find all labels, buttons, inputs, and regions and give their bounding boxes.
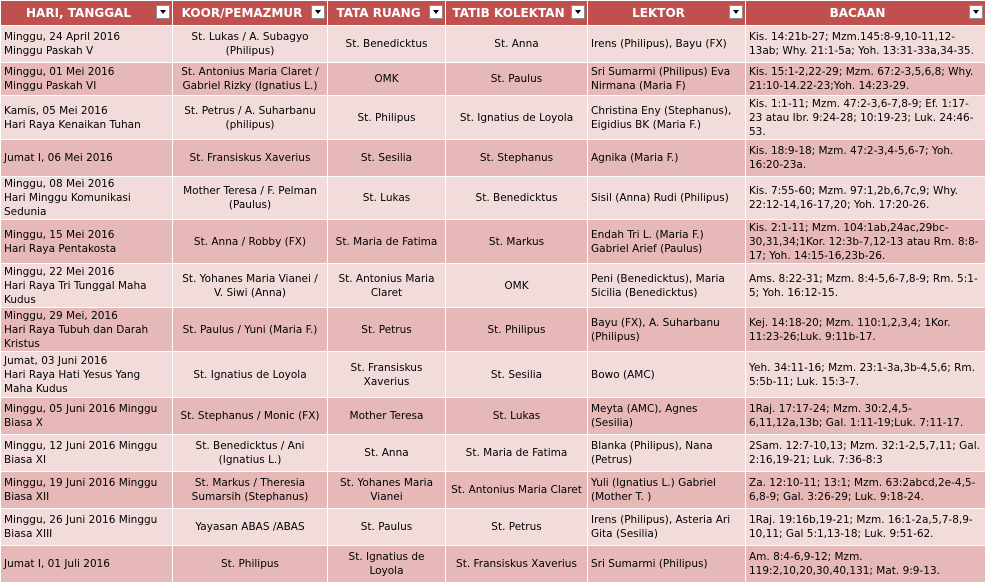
cell-bacaan[interactable] bbox=[746, 264, 985, 308]
cell-line: St. Antonius Maria bbox=[338, 272, 435, 285]
cell-koor-pemazmur[interactable] bbox=[173, 509, 328, 546]
cell-tatib-kolektan[interactable] bbox=[446, 509, 588, 546]
cell-line: Irens (Philipus), Bayu (FX) bbox=[591, 38, 727, 50]
cell-koor-pemazmur[interactable] bbox=[173, 546, 328, 583]
table-row bbox=[1, 472, 985, 509]
cell-bacaan[interactable] bbox=[746, 352, 985, 398]
cell-line: Gabriel Rizky (Ignatius L.) bbox=[182, 80, 318, 92]
cell-line: Yeh. 34:11-16; Mzm. 23:1-3a,3b-4,5,6; Rm. bbox=[749, 361, 975, 374]
cell-line: (Philipus) bbox=[225, 45, 275, 57]
cell-hari-tanggal[interactable] bbox=[1, 308, 173, 352]
filter-dropdown-hari-tanggal[interactable] bbox=[156, 5, 170, 19]
table-row bbox=[1, 352, 985, 398]
cell-line: St. Yohanes Maria Vianei / bbox=[182, 272, 318, 285]
cell-line: Kudus bbox=[4, 293, 36, 306]
header-label: KOOR/PEMAZMUR bbox=[181, 6, 303, 20]
cell-line: 16:20-23a. bbox=[749, 159, 807, 171]
cell-line: 5; Yoh. 16:12-15. bbox=[749, 286, 839, 299]
cell-tata-ruang[interactable] bbox=[328, 435, 446, 472]
cell-lektor[interactable] bbox=[588, 264, 746, 308]
filter-dropdown-tata-ruang[interactable] bbox=[429, 5, 443, 19]
header-label: TATA RUANG bbox=[336, 6, 421, 20]
cell-bacaan[interactable] bbox=[746, 435, 985, 472]
cell-koor-pemazmur[interactable] bbox=[173, 352, 328, 398]
cell-line: 10,11; Gal 5:1,13-18; Luk. 9:51-62. bbox=[749, 528, 934, 540]
cell-tata-ruang[interactable] bbox=[328, 140, 446, 177]
cell-lektor[interactable] bbox=[588, 63, 746, 96]
cell-tata-ruang[interactable] bbox=[328, 264, 446, 308]
cell-bacaan[interactable] bbox=[746, 472, 985, 509]
cell-koor-pemazmur[interactable] bbox=[173, 63, 328, 96]
cell-line: Biasa XIII bbox=[4, 528, 53, 540]
cell-line: St. Petrus bbox=[361, 323, 412, 336]
cell-line: St. Philipus bbox=[221, 558, 279, 570]
cell-line: St. Lukas bbox=[492, 410, 541, 422]
cell-line: 5:5b-11; Luk. 15:3-7. bbox=[749, 375, 860, 388]
cell-tatib-kolektan[interactable] bbox=[446, 177, 588, 220]
cell-lektor[interactable] bbox=[588, 352, 746, 398]
cell-tata-ruang[interactable] bbox=[328, 352, 446, 398]
cell-line: Gabriel Arief (Paulus) bbox=[591, 242, 703, 255]
cell-line: Peni (Benedicktus), Maria bbox=[591, 272, 725, 285]
header-hari-tanggal bbox=[1, 1, 173, 26]
cell-line: St. Fransiskus Xaverius bbox=[189, 152, 311, 164]
cell-line: Xaverius bbox=[363, 375, 410, 388]
cell-line: St. Petrus / A. Suharbanu bbox=[184, 104, 316, 117]
cell-line: Yayasan ABAS /ABAS bbox=[195, 521, 305, 533]
cell-bacaan[interactable] bbox=[746, 546, 985, 583]
cell-line: Maha Kudus bbox=[4, 382, 68, 395]
cell-koor-pemazmur[interactable] bbox=[173, 26, 328, 63]
cell-koor-pemazmur[interactable] bbox=[173, 96, 328, 140]
cell-line: Kis. 2:1-11; Mzm. 104:1ab,24ac,29bc- bbox=[749, 221, 949, 234]
cell-line: Bowo (AMC) bbox=[591, 368, 655, 381]
table-row bbox=[1, 308, 985, 352]
cell-tata-ruang[interactable] bbox=[328, 220, 446, 264]
cell-line: (Sesilia) bbox=[591, 417, 633, 429]
cell-bacaan[interactable] bbox=[746, 308, 985, 352]
filter-dropdown-lektor[interactable] bbox=[729, 5, 743, 19]
cell-bacaan[interactable] bbox=[746, 220, 985, 264]
filter-dropdown-koor-pemazmur[interactable] bbox=[311, 5, 325, 19]
cell-bacaan[interactable] bbox=[746, 63, 985, 96]
cell-line: Minggu, 22 Mei 2016 bbox=[4, 265, 115, 278]
cell-line: St. Benedicktus bbox=[475, 192, 558, 204]
table-row bbox=[1, 546, 985, 583]
cell-line: 30,31,34;1Kor. 12:3b-7,12-13 atau Rm. 8:8- bbox=[749, 235, 979, 248]
table-row bbox=[1, 63, 985, 96]
cell-tata-ruang[interactable] bbox=[328, 509, 446, 546]
cell-lektor[interactable] bbox=[588, 220, 746, 264]
cell-tatib-kolektan[interactable] bbox=[446, 435, 588, 472]
cell-line: Kristus bbox=[4, 337, 40, 350]
cell-tatib-kolektan[interactable] bbox=[446, 472, 588, 509]
cell-line: Jumat I, 01 Juli 2016 bbox=[4, 558, 110, 570]
cell-koor-pemazmur[interactable] bbox=[173, 472, 328, 509]
cell-line: Minggu, 12 Juni 2016 Minggu bbox=[4, 440, 158, 452]
header-tatib-kolektan bbox=[446, 1, 588, 26]
cell-line: (Mother T. ) bbox=[591, 491, 652, 503]
cell-line: OMK bbox=[374, 73, 399, 85]
cell-line: Hari Raya Tri Tunggal Maha bbox=[4, 279, 147, 292]
cell-line: V. Siwi (Anna) bbox=[213, 286, 287, 299]
cell-line: St. Stephanus bbox=[479, 152, 554, 164]
cell-tata-ruang[interactable] bbox=[328, 472, 446, 509]
cell-line: Biasa X bbox=[4, 417, 43, 429]
cell-line: Minggu, 01 Mei 2016 bbox=[4, 66, 115, 78]
cell-line: St. Paulus / Yuni (Maria F.) bbox=[182, 323, 318, 336]
table-row bbox=[1, 26, 985, 63]
cell-hari-tanggal[interactable] bbox=[1, 509, 173, 546]
table-row bbox=[1, 220, 985, 264]
cell-tata-ruang[interactable] bbox=[328, 546, 446, 583]
cell-bacaan[interactable] bbox=[746, 398, 985, 435]
table-row bbox=[1, 177, 985, 220]
cell-line: (philipus) bbox=[225, 118, 275, 131]
cell-line: St. Paulus bbox=[490, 73, 543, 85]
cell-line: Sri Sumarmi (Philipus) bbox=[591, 558, 708, 570]
cell-tatib-kolektan[interactable] bbox=[446, 352, 588, 398]
cell-koor-pemazmur[interactable] bbox=[173, 220, 328, 264]
cell-line: Gita (Sesilia) bbox=[591, 528, 658, 540]
cell-line: 53. bbox=[749, 125, 766, 138]
cell-line: OMK bbox=[504, 279, 529, 292]
cell-line: Claret bbox=[370, 286, 403, 299]
cell-line: Sedunia bbox=[4, 206, 47, 218]
cell-lektor[interactable] bbox=[588, 509, 746, 546]
header-koor-pemazmur bbox=[173, 1, 328, 26]
cell-line: Vianei bbox=[370, 491, 403, 503]
header-label: TATIB KOLEKTAN bbox=[452, 6, 565, 20]
filter-dropdown-bacaan[interactable] bbox=[969, 5, 983, 19]
cell-line: Irens (Philipus), Asteria Ari bbox=[591, 514, 731, 526]
cell-tatib-kolektan[interactable] bbox=[446, 26, 588, 63]
cell-hari-tanggal[interactable] bbox=[1, 26, 173, 63]
cell-koor-pemazmur[interactable] bbox=[173, 435, 328, 472]
cell-line: St. Anna bbox=[494, 38, 539, 50]
header-bacaan bbox=[746, 1, 985, 26]
cell-line: 1Raj. 19:16b,19-21; Mzm. 16:1-2a,5,7-8,9- bbox=[749, 514, 973, 526]
cell-hari-tanggal[interactable] bbox=[1, 264, 173, 308]
cell-hari-tanggal[interactable] bbox=[1, 220, 173, 264]
cell-line: Kis. 14:21b-27; Mzm.145:8-9,10-11,12- bbox=[749, 31, 956, 43]
cell-line: Hari Minggu Komunikasi bbox=[4, 192, 131, 204]
cell-line: Hari Raya Hati Yesus Yang bbox=[4, 368, 141, 381]
filter-dropdown-tatib-kolektan[interactable] bbox=[571, 5, 585, 19]
cell-line: Za. 12:10-11; 13:1; Mzm. 63:2abcd,2e-4,5- bbox=[749, 477, 976, 489]
cell-line: Hari Raya Pentakosta bbox=[4, 242, 117, 255]
cell-hari-tanggal[interactable] bbox=[1, 546, 173, 583]
cell-tatib-kolektan[interactable] bbox=[446, 140, 588, 177]
cell-line: Sumarsih (Stephanus) bbox=[191, 491, 309, 503]
cell-tata-ruang[interactable] bbox=[328, 26, 446, 63]
cell-bacaan[interactable] bbox=[746, 509, 985, 546]
cell-line: 17; Yoh. 14:15-16,23b-26. bbox=[749, 249, 886, 262]
cell-line: St. Benedicktus / Ani bbox=[195, 440, 305, 452]
cell-line: St. Ignatius de Loyola bbox=[348, 551, 425, 577]
cell-line: Minggu, 26 Juni 2016 Minggu bbox=[4, 514, 158, 526]
cell-lektor[interactable] bbox=[588, 308, 746, 352]
header-tata-ruang bbox=[328, 1, 446, 26]
cell-line: Mother Teresa / F. Pelman bbox=[183, 185, 317, 197]
cell-line: St. Lukas bbox=[362, 192, 411, 204]
header-label: LEKTOR bbox=[632, 6, 685, 20]
cell-line: St. Stephanus / Monic (FX) bbox=[180, 410, 320, 422]
cell-koor-pemazmur[interactable] bbox=[173, 398, 328, 435]
cell-line: Sri Sumarmi (Philipus) Eva bbox=[591, 66, 731, 78]
cell-koor-pemazmur[interactable] bbox=[173, 140, 328, 177]
cell-line: Nirmana (Maria F) bbox=[591, 80, 686, 92]
cell-tata-ruang[interactable] bbox=[328, 177, 446, 220]
cell-tatib-kolektan[interactable] bbox=[446, 264, 588, 308]
header-row bbox=[1, 1, 985, 26]
cell-koor-pemazmur[interactable] bbox=[173, 264, 328, 308]
cell-line: Yuli (Ignatius L.) Gabriel bbox=[591, 477, 716, 489]
cell-line: (Ignatius L.) bbox=[218, 454, 282, 466]
cell-bacaan[interactable] bbox=[746, 96, 985, 140]
cell-line: St. Paulus bbox=[360, 521, 413, 533]
cell-line: St. Markus bbox=[488, 235, 545, 248]
cell-line: St. Anna / Robby (FX) bbox=[193, 235, 307, 248]
cell-tata-ruang[interactable] bbox=[328, 398, 446, 435]
cell-line: Kis. 18:9-18; Mzm. 47:2-3,4-5,6-7; Yoh. bbox=[749, 145, 954, 157]
cell-line: Eigidius BK (Maria F.) bbox=[591, 118, 701, 131]
cell-line: St. Markus / Theresia bbox=[194, 477, 306, 489]
header-label: HARI, TANGGAL bbox=[26, 6, 131, 20]
cell-line: St. Anna bbox=[364, 447, 409, 459]
header-lektor bbox=[588, 1, 746, 26]
cell-lektor[interactable] bbox=[588, 177, 746, 220]
cell-tatib-kolektan[interactable] bbox=[446, 308, 588, 352]
cell-line: St. Antonius Maria Claret / bbox=[181, 66, 319, 78]
cell-line: Minggu, 15 Mei 2016 bbox=[4, 228, 115, 241]
cell-line: Kej. 14:18-20; Mzm. 110:1,2,3,4; 1Kor. bbox=[749, 316, 951, 329]
cell-line: 1Raj. 17:17-24; Mzm. 30:2,4,5- bbox=[749, 403, 912, 415]
cell-line: St. Fransiskus Xaverius bbox=[456, 558, 577, 570]
cell-hari-tanggal[interactable] bbox=[1, 63, 173, 96]
cell-line: Minggu, 05 Juni 2016 Minggu bbox=[4, 403, 158, 415]
cell-line: (Philipus) bbox=[591, 330, 640, 343]
table-row bbox=[1, 509, 985, 546]
table-row bbox=[1, 435, 985, 472]
cell-line: Agnika (Maria F.) bbox=[591, 152, 679, 164]
cell-line: Sisil (Anna) Rudi (Philipus) bbox=[591, 192, 729, 204]
table-row bbox=[1, 264, 985, 308]
cell-tatib-kolektan[interactable] bbox=[446, 220, 588, 264]
cell-line: St. Fransiskus bbox=[350, 361, 423, 374]
cell-line: Biasa XII bbox=[4, 491, 50, 503]
cell-line: St. Ignatius de Loyola bbox=[459, 111, 574, 124]
cell-line: St. Maria de Fatima bbox=[335, 235, 438, 248]
cell-bacaan[interactable] bbox=[746, 177, 985, 220]
cell-line: Kis. 7:55-60; Mzm. 97:1,2b,6,7c,9; Why. bbox=[749, 185, 959, 197]
cell-bacaan[interactable] bbox=[746, 26, 985, 63]
cell-lektor[interactable] bbox=[588, 140, 746, 177]
cell-line: Bayu (FX), A. Suharbanu bbox=[591, 316, 720, 329]
cell-line: Hari Raya Tubuh dan Darah bbox=[4, 323, 149, 336]
cell-line: Minggu, 24 April 2016 bbox=[4, 31, 121, 43]
cell-lektor[interactable] bbox=[588, 96, 746, 140]
cell-lektor[interactable] bbox=[588, 398, 746, 435]
cell-line: Minggu, 08 Mei 2016 bbox=[4, 178, 115, 190]
cell-line: Kis. 1:1-11; Mzm. 47:2-3,6-7,8-9; Ef. 1:17- bbox=[749, 97, 969, 110]
cell-koor-pemazmur[interactable] bbox=[173, 308, 328, 352]
cell-line: 6,11,12a,13b; Gal. 1:11-19;Luk. 7:11-17. bbox=[749, 417, 964, 429]
cell-line: (Petrus) bbox=[591, 454, 633, 466]
cell-tatib-kolektan[interactable] bbox=[446, 546, 588, 583]
cell-line: 6,8-9; Gal. 3:26-29; Luk. 9:18-24. bbox=[749, 491, 924, 503]
cell-line: 13ab; Why. 21:1-5a; Yoh. 13:31-33a,34-35. bbox=[749, 45, 974, 57]
cell-bacaan[interactable] bbox=[746, 140, 985, 177]
cell-line: St. Philipus bbox=[357, 111, 416, 124]
cell-line: Blanka (Philipus), Nana bbox=[591, 440, 713, 452]
cell-line: Minggu, 29 Mei, 2016 bbox=[4, 309, 118, 322]
cell-hari-tanggal[interactable] bbox=[1, 352, 173, 398]
cell-line: Meyta (AMC), Agnes bbox=[591, 403, 698, 415]
cell-line: 23 atau Ibr. 9:24-28; 10:19-23; Luk. 24:46- bbox=[749, 111, 974, 124]
cell-line: Biasa XI bbox=[4, 454, 47, 466]
cell-line: Minggu Paskah VI bbox=[4, 80, 97, 92]
cell-lektor[interactable] bbox=[588, 472, 746, 509]
cell-line: Sicilia (Benedicktus) bbox=[591, 286, 698, 299]
cell-line: (Paulus) bbox=[228, 199, 272, 211]
cell-line: Christina Eny (Stephanus), bbox=[591, 104, 732, 117]
cell-line: Mother Teresa bbox=[349, 410, 424, 422]
table-row bbox=[1, 140, 985, 177]
cell-tatib-kolektan[interactable] bbox=[446, 63, 588, 96]
cell-koor-pemazmur[interactable] bbox=[173, 177, 328, 220]
cell-line: Jumat I, 06 Mei 2016 bbox=[4, 152, 113, 164]
cell-line: St. Petrus bbox=[491, 521, 542, 533]
cell-hari-tanggal[interactable] bbox=[1, 472, 173, 509]
cell-line: St. Yohanes Maria bbox=[339, 477, 434, 489]
cell-line: 2:16,19-21; Luk. 7:36-8:3 bbox=[749, 454, 883, 466]
cell-hari-tanggal[interactable] bbox=[1, 398, 173, 435]
cell-hari-tanggal[interactable] bbox=[1, 96, 173, 140]
cell-line: St. Ignatius de Loyola bbox=[193, 368, 307, 381]
cell-line: Kis. 15:1-2,22-29; Mzm. 67:2-3,5,6,8; Why. bbox=[749, 66, 974, 78]
cell-line: Endah Tri L. (Maria F.) bbox=[591, 228, 704, 241]
cell-line: 22:12-14,16-17,20; Yoh. 17:20-26. bbox=[749, 199, 930, 211]
cell-tatib-kolektan[interactable] bbox=[446, 96, 588, 140]
cell-line: 2Sam. 12:7-10,13; Mzm. 32:1-2,5,7,11; Gal. bbox=[749, 440, 980, 452]
cell-tata-ruang[interactable] bbox=[328, 63, 446, 96]
cell-line: St. Sesilia bbox=[360, 152, 413, 164]
cell-line: 11:23-26;Luk. 9:11b-17. bbox=[749, 330, 876, 343]
cell-line: St. Philipus bbox=[487, 323, 546, 336]
cell-lektor[interactable] bbox=[588, 26, 746, 63]
cell-line: Minggu Paskah V bbox=[4, 45, 94, 57]
cell-lektor[interactable] bbox=[588, 435, 746, 472]
header-label: BACAAN bbox=[829, 6, 886, 20]
cell-tata-ruang[interactable] bbox=[328, 308, 446, 352]
cell-line: Jumat, 03 Juni 2016 bbox=[4, 354, 108, 367]
cell-line: Hari Raya Kenaikan Tuhan bbox=[4, 118, 141, 131]
cell-hari-tanggal[interactable] bbox=[1, 177, 173, 220]
table-row bbox=[1, 398, 985, 435]
cell-line: Kamis, 05 Mei 2016 bbox=[4, 104, 108, 117]
table-row bbox=[1, 96, 985, 140]
cell-line: St. Maria de Fatima bbox=[465, 447, 568, 459]
cell-line: Minggu, 19 Juni 2016 Minggu bbox=[4, 477, 158, 489]
cell-tata-ruang[interactable] bbox=[328, 96, 446, 140]
cell-line: 119:2,10,20,30,40,131; Mat. 9:9-13. bbox=[749, 565, 940, 577]
cell-line: 21:10-14.22-23;Yoh. 14:23-29. bbox=[749, 80, 910, 92]
cell-hari-tanggal[interactable] bbox=[1, 435, 173, 472]
cell-line: St. Sesilia bbox=[490, 368, 543, 381]
cell-line: St. Benedicktus bbox=[345, 38, 428, 50]
cell-line: St. Lukas / A. Subagyo bbox=[191, 31, 309, 43]
cell-line: Am. 8:4-6,9-12; Mzm. bbox=[749, 551, 863, 563]
cell-lektor[interactable] bbox=[588, 546, 746, 583]
cell-hari-tanggal[interactable] bbox=[1, 140, 173, 177]
cell-line: Ams. 8:22-31; Mzm. 8:4-5,6-7,8-9; Rm. 5:1- bbox=[749, 272, 978, 285]
cell-tatib-kolektan[interactable] bbox=[446, 398, 588, 435]
cell-line: St. Antonius Maria Claret bbox=[451, 484, 582, 496]
